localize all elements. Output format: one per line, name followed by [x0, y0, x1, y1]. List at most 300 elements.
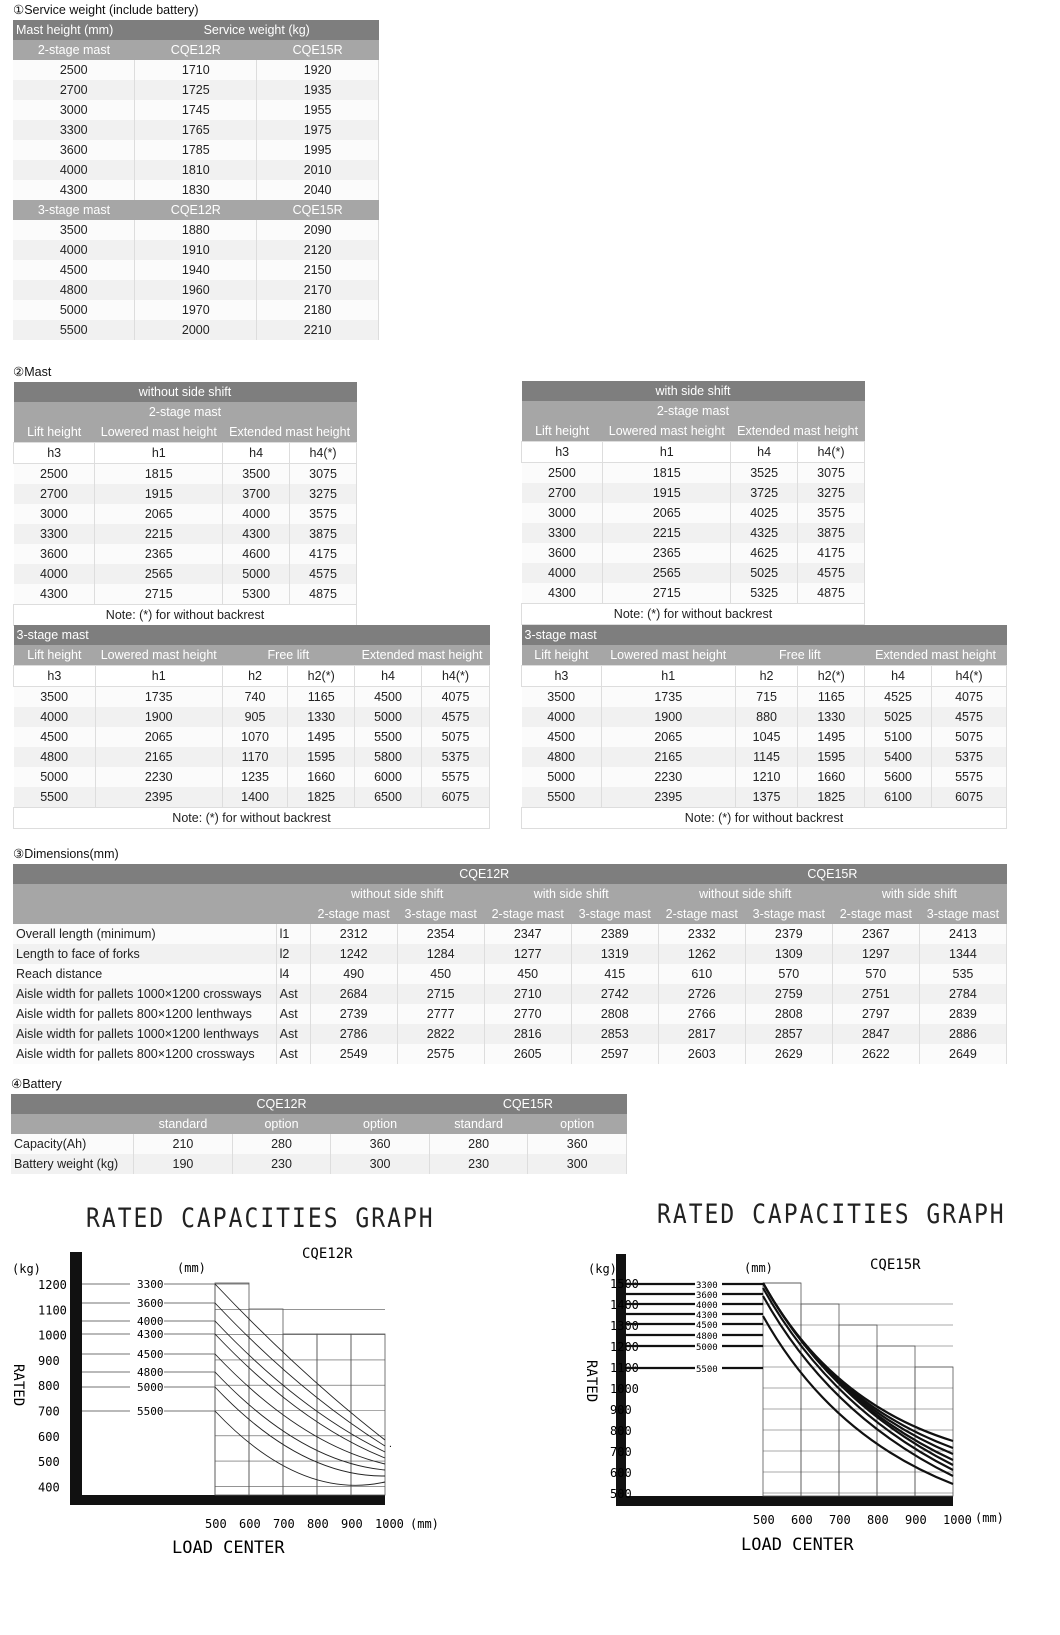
column-header: Lowered mast height — [95, 645, 222, 666]
table-cell: 4500 — [13, 260, 135, 280]
height-label: 4300 — [137, 1328, 164, 1341]
height-label: 3600 — [696, 1291, 718, 1301]
table-cell: 5075 — [932, 727, 1007, 747]
table-cell: 1810 — [135, 160, 257, 180]
table-row — [14, 544, 357, 564]
section-title: ④Battery — [11, 1077, 62, 1091]
capacity-curve — [763, 1283, 953, 1465]
table-cell: 1595 — [798, 747, 865, 767]
table-cell: 1765 — [135, 120, 257, 140]
dimensions-section — [13, 846, 1007, 1064]
table-cell: 4175 — [290, 544, 357, 564]
height-label: 4500 — [137, 1348, 164, 1361]
table-cell: 3000 — [14, 504, 95, 524]
table-cell: 3000 — [522, 503, 603, 523]
header-row — [14, 422, 357, 443]
table-row — [13, 140, 379, 160]
table-cell: 2715 — [95, 584, 223, 605]
table-cell: 4575 — [422, 707, 490, 727]
table-cell: 2090 — [257, 220, 379, 240]
table-cell: 3500 — [223, 464, 290, 485]
x-tick-label: 700 — [273, 1517, 295, 1531]
battery-section — [11, 1076, 627, 1174]
table-row — [14, 564, 357, 584]
service-weight-table — [13, 20, 379, 340]
table-cell: 6500 — [355, 787, 422, 808]
table-row — [522, 543, 865, 563]
table-cell: 2575 — [397, 1044, 484, 1064]
capacity-curve — [763, 1283, 953, 1448]
height-label: 4300 — [696, 1311, 718, 1321]
table-cell: 1277 — [484, 944, 571, 964]
table-cell: 4000 — [13, 240, 135, 260]
table-cell: 2822 — [397, 1024, 484, 1044]
symbol-cell: h3 — [14, 666, 96, 687]
stage-header: 3-stage mast — [745, 904, 832, 924]
table-cell: 3500 — [14, 687, 96, 708]
symbol-cell: h3 — [14, 443, 95, 464]
grid-cell — [351, 1334, 385, 1495]
x-tick-label: 500 — [205, 1517, 227, 1531]
x-unit-label: (mm) — [975, 1511, 1004, 1525]
header-row — [522, 645, 1007, 666]
mm-unit-label: (mm) — [744, 1261, 773, 1275]
shift-header: with side shift — [484, 884, 658, 904]
option-header: standard — [134, 1114, 233, 1134]
table-cell: 1710 — [135, 60, 257, 80]
table-cell: 4500 — [355, 687, 422, 708]
table-cell: 4525 — [865, 687, 932, 708]
table-cell: 490 — [310, 964, 397, 984]
header-row — [522, 401, 865, 421]
table-cell: 1595 — [288, 747, 355, 767]
table-cell: 3500 — [522, 687, 602, 708]
table-cell: 5000 — [223, 564, 290, 584]
header-row — [522, 421, 865, 442]
table-cell: 4025 — [731, 503, 798, 523]
table-cell: 2629 — [745, 1044, 832, 1064]
table-cell: 450 — [397, 964, 484, 984]
table-cell — [11, 1094, 134, 1114]
table-cell: 4500 — [522, 727, 602, 747]
column-header: Lowered mast height — [603, 421, 731, 442]
table-cell: 1955 — [257, 100, 379, 120]
table-row — [14, 727, 490, 747]
table-cell: 2622 — [832, 1044, 919, 1064]
table-cell: 5100 — [865, 727, 932, 747]
x-tick-label: 900 — [905, 1513, 927, 1527]
column-header: Lift height — [14, 645, 96, 666]
shift-header: without side shift — [310, 884, 484, 904]
section-title: ③Dimensions(mm) — [13, 847, 119, 861]
note-text: Note: (*) for without backrest — [522, 604, 865, 625]
header-row — [11, 1114, 627, 1134]
table-row — [522, 503, 865, 523]
dimensions-table — [13, 864, 1007, 1064]
column-header: Free lift — [735, 645, 864, 666]
column-header: Extended mast height — [865, 645, 1007, 666]
table-cell: 3600 — [522, 543, 603, 563]
table-row — [13, 60, 379, 80]
x-tick-label: 600 — [791, 1513, 813, 1527]
stage-header: 2-stage mast — [832, 904, 919, 924]
header-row — [13, 884, 1007, 904]
column-header: Lift height — [522, 421, 603, 442]
y-tick-label: 600 — [610, 1466, 632, 1480]
table-row — [11, 1154, 627, 1174]
height-label: 5000 — [696, 1343, 718, 1353]
x-tick-label: 800 — [307, 1517, 329, 1531]
x-tick-label: 1000 — [375, 1517, 404, 1531]
column-header: Extended mast height — [731, 421, 865, 442]
stage-header: 3-stage mast — [919, 904, 1006, 924]
table-cell: 570 — [745, 964, 832, 984]
table-row — [13, 1004, 1007, 1024]
table-cell: 2565 — [603, 563, 731, 583]
table-cell: 1297 — [832, 944, 919, 964]
table-cell: 2839 — [919, 1004, 1006, 1024]
table-cell: 3600 — [13, 140, 135, 160]
table-cell: 2500 — [13, 60, 135, 80]
x-tick-label: 500 — [753, 1513, 775, 1527]
y-tick-label: 1300 — [610, 1319, 639, 1333]
table-row — [13, 944, 1007, 964]
table-cell: 2065 — [601, 727, 735, 747]
table-cell: 5500 — [14, 787, 96, 808]
table-cell: 1165 — [798, 687, 865, 708]
capacity-curve — [763, 1288, 953, 1470]
table-cell: 3725 — [731, 483, 798, 503]
table-cell: 6075 — [932, 787, 1007, 808]
stage-header: 2-stage mast — [484, 904, 571, 924]
mast-table — [521, 381, 865, 625]
table-cell: 1235 — [222, 767, 288, 787]
table-cell: 2649 — [919, 1044, 1006, 1064]
table-cell: 4575 — [798, 563, 865, 583]
mast-shift-2stage — [521, 381, 865, 625]
table-cell: 2766 — [658, 1004, 745, 1024]
table-cell: 1785 — [135, 140, 257, 160]
capacity-curve — [763, 1283, 953, 1460]
table-cell: 1145 — [735, 747, 798, 767]
table-cell: 2120 — [257, 240, 379, 260]
model-label: CQE12R — [302, 1246, 353, 1262]
symbol-cell: h2(*) — [288, 666, 355, 687]
table-cell: 2413 — [919, 924, 1006, 944]
model-label: CQE15R — [257, 40, 379, 60]
table-cell: 1900 — [601, 707, 735, 727]
table-cell: 2230 — [601, 767, 735, 787]
table-cell: 3300 — [13, 120, 135, 140]
table-cell: 4875 — [290, 584, 357, 605]
height-label: 4000 — [137, 1315, 164, 1328]
table-row — [522, 747, 1007, 767]
table-cell: 210 — [134, 1134, 233, 1154]
table-cell: 1170 — [222, 747, 288, 767]
symbol-cell: h3 — [522, 666, 602, 687]
graph-frame — [70, 1252, 385, 1505]
y-tick-label: 900 — [610, 1403, 632, 1417]
table-cell: 2180 — [257, 300, 379, 320]
height-label: 3300 — [696, 1281, 718, 1291]
table-cell: 1815 — [603, 463, 731, 484]
table-cell: 360 — [331, 1134, 430, 1154]
table-cell: 300 — [331, 1154, 430, 1174]
table-cell: 1815 — [95, 464, 223, 485]
stage-header: 3-stage mast — [571, 904, 658, 924]
y-tick-label: 800 — [38, 1379, 60, 1394]
stage-header: 2-stage mast — [310, 904, 397, 924]
table-cell: 715 — [735, 687, 798, 708]
table-cell: 4000 — [522, 563, 603, 583]
table-cell: 2797 — [832, 1004, 919, 1024]
row-symbol: l4 — [276, 964, 310, 984]
table-cell: 1900 — [95, 707, 222, 727]
table-cell: 3575 — [798, 503, 865, 523]
table-cell: 3575 — [290, 504, 357, 524]
table-cell: 2700 — [14, 484, 95, 504]
y-tick-label: 1100 — [38, 1303, 67, 1318]
column-header: Mast height (mm) — [13, 20, 135, 40]
option-header: option — [232, 1114, 331, 1134]
table-cell: 2500 — [522, 463, 603, 484]
table-cell: 1242 — [310, 944, 397, 964]
table-cell: 1935 — [257, 80, 379, 100]
mast-table — [13, 625, 490, 829]
y-tick-label: 500 — [610, 1487, 632, 1501]
stage-header: 2-stage mast — [522, 401, 865, 421]
row-label: Reach distance — [13, 964, 276, 984]
table-cell: 4000 — [223, 504, 290, 524]
x-axis-title: LOAD CENTER — [741, 1535, 854, 1555]
table-cell: 2770 — [484, 1004, 571, 1024]
table-cell: 2777 — [397, 1004, 484, 1024]
table-cell: 2847 — [832, 1024, 919, 1044]
table-row — [14, 707, 490, 727]
note-row — [14, 605, 357, 626]
table-cell: 2549 — [310, 1044, 397, 1064]
table-cell: 5000 — [14, 767, 96, 787]
table-cell: 1400 — [222, 787, 288, 808]
y-tick-label: 1400 — [610, 1298, 639, 1312]
height-label: 4500 — [696, 1321, 718, 1331]
row-label: Aisle width for pallets 1000×1200 crossways — [13, 984, 276, 1004]
row-label: Overall length (minimum) — [13, 924, 276, 944]
table-cell: 4300 — [14, 584, 95, 605]
row-symbol: Ast — [276, 1044, 310, 1064]
table-cell: 4175 — [798, 543, 865, 563]
table-cell: 2215 — [603, 523, 731, 543]
table-cell: 1330 — [798, 707, 865, 727]
table-row — [14, 524, 357, 544]
table-row — [522, 483, 865, 503]
table-row — [13, 964, 1007, 984]
column-header: Lowered mast height — [95, 422, 223, 443]
table-cell: 4600 — [223, 544, 290, 564]
stage-header: 2-stage mast — [14, 402, 357, 422]
table-cell: 2751 — [832, 984, 919, 1004]
row-symbol: Ast — [276, 1024, 310, 1044]
grid-cell — [283, 1334, 317, 1495]
y-tick-label: 1200 — [610, 1340, 639, 1354]
mm-unit-label: (mm) — [177, 1261, 206, 1275]
header-row — [14, 625, 490, 645]
table-cell: 2395 — [601, 787, 735, 808]
table-cell: 280 — [232, 1134, 331, 1154]
height-label: 5500 — [137, 1405, 164, 1418]
model-header: CQE12R — [134, 1094, 430, 1114]
capacity-curve — [215, 1303, 385, 1446]
symbol-cell: h3 — [522, 442, 603, 463]
service-weight-section — [13, 2, 379, 340]
table-cell: 1660 — [288, 767, 355, 787]
row-symbol: l1 — [276, 924, 310, 944]
table-cell: 2603 — [658, 1044, 745, 1064]
capacity-curve — [215, 1284, 385, 1440]
table-cell: 2739 — [310, 1004, 397, 1024]
table-cell: 2210 — [257, 320, 379, 340]
capacity-curve — [215, 1334, 385, 1458]
table-cell: 1375 — [735, 787, 798, 808]
table-row — [13, 300, 379, 320]
table-cell: 4800 — [522, 747, 602, 767]
table-cell: 5575 — [932, 767, 1007, 787]
table-cell: 1825 — [798, 787, 865, 808]
x-tick-label: 1000 — [943, 1513, 972, 1527]
height-label: 4800 — [137, 1366, 164, 1379]
table-cell: 1830 — [135, 180, 257, 200]
mast-no-shift-2stage — [13, 382, 357, 626]
model-header: CQE12R — [310, 864, 658, 884]
option-header: standard — [429, 1114, 528, 1134]
table-cell: 2808 — [571, 1004, 658, 1024]
table-cell: 4300 — [223, 524, 290, 544]
symbol-cell: h4 — [731, 442, 798, 463]
table-row — [14, 767, 490, 787]
table-cell: 5325 — [731, 583, 798, 604]
table-cell: 2500 — [14, 464, 95, 485]
table-cell: 2886 — [919, 1024, 1006, 1044]
table-cell: 1262 — [658, 944, 745, 964]
battery-table — [11, 1094, 627, 1174]
y-tick-label: 900 — [38, 1353, 60, 1368]
table-cell: 4575 — [290, 564, 357, 584]
table-cell: 1319 — [571, 944, 658, 964]
graph-title: RATED CAPACITIES GRAPH — [657, 1200, 1006, 1230]
rated-capacity-graph-cqe12r — [0, 1240, 520, 1635]
table-cell: 2365 — [603, 543, 731, 563]
table-row — [522, 687, 1007, 708]
table-cell: 280 — [429, 1134, 528, 1154]
height-label: 3600 — [137, 1297, 164, 1310]
table-cell: 190 — [134, 1154, 233, 1174]
table-row — [522, 767, 1007, 787]
table-cell: 2715 — [603, 583, 731, 604]
group-label: 3-stage mast — [13, 200, 135, 220]
row-symbol: l2 — [276, 944, 310, 964]
note-row — [522, 808, 1007, 829]
table-cell: 1745 — [135, 100, 257, 120]
x-unit-label: (mm) — [410, 1517, 439, 1531]
table-cell: 3075 — [798, 463, 865, 484]
shift-header: without side shift — [14, 382, 357, 402]
header-row — [13, 864, 1007, 884]
group-header-row — [13, 40, 379, 60]
table-cell: 2597 — [571, 1044, 658, 1064]
table-row — [522, 523, 865, 543]
table-cell: 5400 — [865, 747, 932, 767]
table-cell: 1920 — [257, 60, 379, 80]
table-cell: 2759 — [745, 984, 832, 1004]
symbol-cell: h1 — [601, 666, 735, 687]
table-cell: 880 — [735, 707, 798, 727]
table-cell: 5375 — [932, 747, 1007, 767]
table-cell: 2230 — [95, 767, 222, 787]
rated-capacity-graph-cqe15r — [530, 1236, 1060, 1635]
stage-header: 3-stage mast — [397, 904, 484, 924]
table-row — [14, 504, 357, 524]
row-label: Battery weight (kg) — [11, 1154, 134, 1174]
table-cell: 2065 — [603, 503, 731, 523]
table-cell: 2065 — [95, 727, 222, 747]
row-label: Aisle width for pallets 800×1200 crossways — [13, 1044, 276, 1064]
table-cell: 1660 — [798, 767, 865, 787]
table-cell: 2726 — [658, 984, 745, 1004]
x-tick-label: 900 — [341, 1517, 363, 1531]
y-tick-label: 600 — [38, 1429, 60, 1444]
column-header: Extended mast height — [223, 422, 357, 443]
stage-header: 3-stage mast — [14, 625, 490, 645]
table-cell: 4000 — [14, 707, 96, 727]
table-cell: 5000 — [13, 300, 135, 320]
symbol-cell: h2 — [222, 666, 288, 687]
table-cell: 1940 — [135, 260, 257, 280]
table-cell: 4000 — [522, 707, 602, 727]
capacity-curve — [215, 1387, 385, 1476]
y-tick-label: 1000 — [610, 1382, 639, 1396]
table-cell: 230 — [232, 1154, 331, 1174]
symbol-row — [522, 442, 865, 463]
table-cell: 4325 — [731, 523, 798, 543]
table-cell: 360 — [528, 1134, 627, 1154]
table-cell: 2367 — [832, 924, 919, 944]
row-label: Aisle width for pallets 800×1200 lenthways — [13, 1004, 276, 1024]
table-row — [13, 120, 379, 140]
header-row — [522, 381, 865, 401]
symbol-cell: h1 — [95, 443, 223, 464]
table-cell: 3500 — [13, 220, 135, 240]
table-row — [13, 160, 379, 180]
y-tick-label: 1100 — [610, 1361, 639, 1375]
height-label: 5000 — [137, 1381, 164, 1394]
table-cell: 2684 — [310, 984, 397, 1004]
table-cell: 2065 — [95, 504, 223, 524]
mast-table — [521, 625, 1007, 829]
table-cell: 6075 — [422, 787, 490, 808]
table-cell: 1960 — [135, 280, 257, 300]
y-unit-label: (kg) — [588, 1262, 617, 1276]
symbol-row — [14, 443, 357, 464]
table-cell: 4500 — [14, 727, 96, 747]
stage-header: 3-stage mast — [522, 625, 1007, 645]
column-header: Lift height — [522, 645, 602, 666]
table-cell: 2853 — [571, 1024, 658, 1044]
table-cell: 1735 — [95, 687, 222, 708]
model-header: CQE15R — [429, 1094, 626, 1114]
table-cell: 4300 — [522, 583, 603, 604]
table-cell: 3300 — [14, 524, 95, 544]
table-cell: 1330 — [288, 707, 355, 727]
